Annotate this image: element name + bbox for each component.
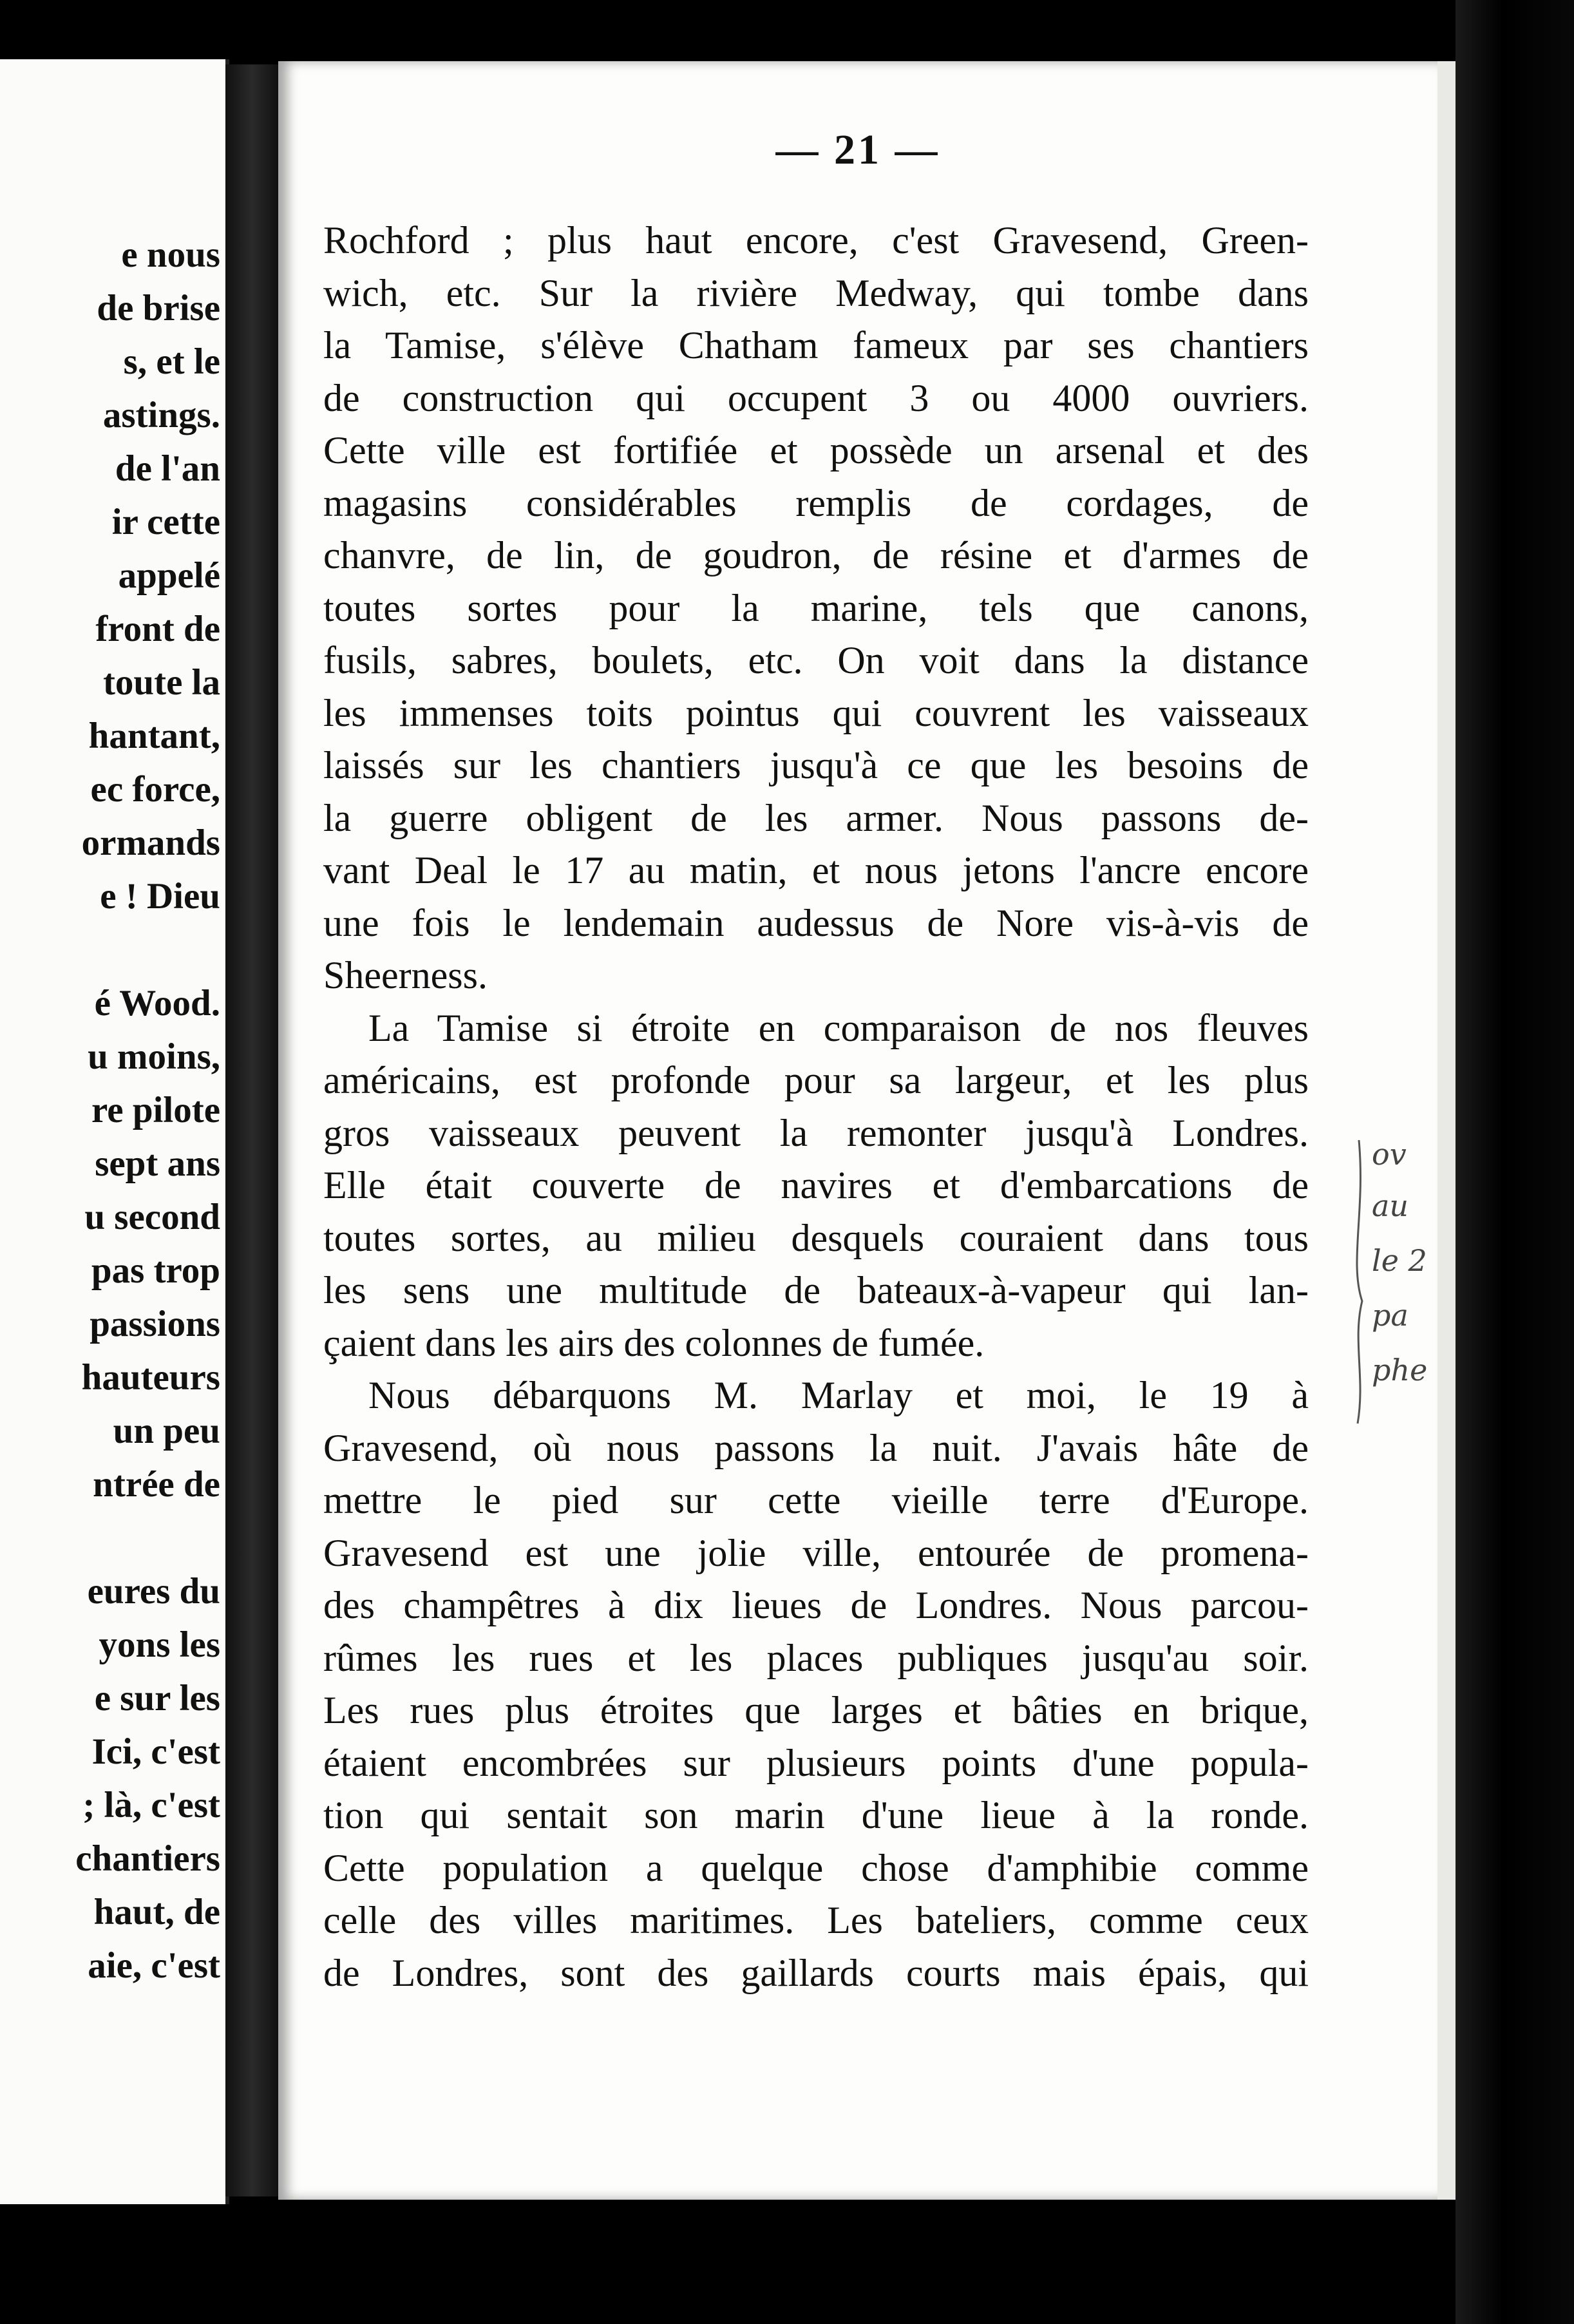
left-line: ir cette (111, 502, 220, 542)
text-line: rûmes les rues et les places publiques jusqu'au soir. (323, 1636, 1309, 1679)
text-line: tion qui sentait son marin d'une lieue à la ronde. (323, 1794, 1309, 1836)
left-line: chantiers (75, 1838, 220, 1879)
margin-note-line: pa (1372, 1298, 1408, 1333)
left-line: de brise (97, 288, 220, 329)
text-line: Les rues plus étroites que larges et bâties en brique, (323, 1689, 1309, 1731)
text-line: Gravesend est une jolie ville, entourée de promena- (323, 1531, 1309, 1574)
text-line: toutes sortes, au milieu desquels couraient dans tous (323, 1216, 1309, 1259)
left-line: toute la (102, 662, 220, 703)
text-line: une fois le lendemain audessus de Nore vis-à-vis de (323, 901, 1309, 944)
left-line: un peu (113, 1411, 220, 1451)
left-line: hantant, (88, 716, 220, 756)
text-line: la guerre obligent de les armer. Nous passons de- (323, 796, 1309, 839)
text-line: étaient encombrées sur plusieurs points d'une popula- (323, 1741, 1309, 1784)
text-line: les sens une multitude de bateaux-à-vapeur qui lan- (323, 1269, 1309, 1311)
left-line: re pilote (91, 1090, 220, 1130)
margin-note-line: le 2 (1372, 1243, 1427, 1278)
text-line: wich, etc. Sur la rivière Medway, qui tombe dans (323, 271, 1309, 314)
left-line: e ! Dieu (100, 876, 220, 917)
left-line: appelé (118, 555, 220, 596)
left-line: astings. (102, 395, 220, 435)
text-line: Elle était couverte de navires et d'embarcations de (323, 1164, 1309, 1206)
text-line: des champêtres à dix lieues de Londres. Nous parcou- (323, 1584, 1309, 1626)
text-line: çaient dans les airs des colonnes de fumée. (323, 1321, 985, 1364)
text-line: Cette ville est fortifiée et possède un arsenal et des (323, 429, 1309, 471)
left-line: de l'an (115, 448, 220, 489)
text-line: gros vaisseaux peuvent la remonter jusqu'à Londres. (323, 1111, 1309, 1154)
text-line: fusils, sabres, boulets, etc. On voit dans la distance (323, 639, 1309, 681)
text-line: la Tamise, s'élève Chatham fameux par ses chantiers (323, 324, 1309, 367)
text-line: chanvre, de lin, de goudron, de résine et d'armes de (323, 534, 1309, 576)
text-line: mettre le pied sur cette vieille terre d'Europe. (323, 1479, 1309, 1521)
text-line: américains, est profonde pour sa largeur, et les plus (323, 1059, 1309, 1101)
left-line (8, 923, 220, 976)
page-edge (1437, 61, 1455, 2200)
text-line: de Londres, sont des gaillards courts mais épais, qui (323, 1951, 1309, 1994)
text-line: magasins considérables remplis de cordages, de (323, 481, 1309, 524)
body-text (323, 214, 1309, 1999)
left-line: ec force, (90, 769, 220, 810)
book-gutter (225, 64, 285, 2196)
left-line: yons les (99, 1624, 220, 1665)
text-line: de construction qui occupent 3 ou 4000 ouvriers. (323, 376, 1309, 419)
left-line: sept ans (95, 1143, 220, 1184)
margin-note-line: phe (1372, 1353, 1428, 1387)
margin-note-line: au (1372, 1188, 1409, 1223)
left-line: e nous (121, 234, 220, 275)
left-line: aie, c'est (88, 1945, 220, 1986)
page-number: — 21 — (775, 126, 940, 173)
text-line: Nous débarquons M. Marlay et moi, le 19 à (368, 1374, 1309, 1416)
left-line (8, 1511, 220, 1565)
left-line: ormands (81, 823, 220, 863)
text-line: laissés sur les chantiers jusqu'à ce que les besoins de (323, 744, 1309, 786)
text-line: vant Deal le 17 au matin, et nous jetons l'ancre encore (323, 849, 1309, 891)
text-line: celle des villes maritimes. Les bateliers, comme ceux (323, 1899, 1309, 1941)
left-page (0, 59, 229, 2204)
scan-background (1455, 0, 1574, 2324)
left-line: u second (84, 1197, 220, 1237)
left-line: u moins, (88, 1036, 220, 1077)
left-page-text (8, 228, 220, 1992)
margin-note-line: ov (1372, 1137, 1407, 1172)
left-line: eures du (87, 1571, 220, 1612)
text-line: La Tamise si étroite en comparaison de nos fleuves (368, 1006, 1309, 1049)
left-line: passions (90, 1304, 220, 1344)
text-line: Rochford ; plus haut encore, c'est Gravesend, Green- (323, 219, 1309, 262)
left-line: hauteurs (81, 1357, 220, 1398)
left-line: é Wood. (94, 983, 220, 1024)
handwritten-margin-note (1346, 1134, 1443, 1430)
text-line: les immenses toits pointus qui couvrent les vaisseaux (323, 691, 1309, 734)
left-line: ntrée de (93, 1464, 220, 1505)
left-line: s, et le (123, 341, 220, 382)
left-line: ; là, c'est (82, 1785, 220, 1825)
left-line: e sur les (94, 1678, 220, 1719)
left-line: front de (95, 609, 220, 649)
text-line: toutes sortes pour la marine, tels que canons, (323, 586, 1309, 629)
left-line: haut, de (93, 1892, 220, 1932)
text-line: Gravesend, où nous passons la nuit. J'avais hâte de (323, 1426, 1309, 1469)
right-page (278, 61, 1437, 2200)
text-line: Sheerness. (323, 954, 488, 996)
left-line: Ici, c'est (91, 1731, 220, 1772)
left-line: pas trop (91, 1250, 220, 1291)
text-line: Cette population a quelque chose d'amphibie comme (323, 1846, 1309, 1889)
